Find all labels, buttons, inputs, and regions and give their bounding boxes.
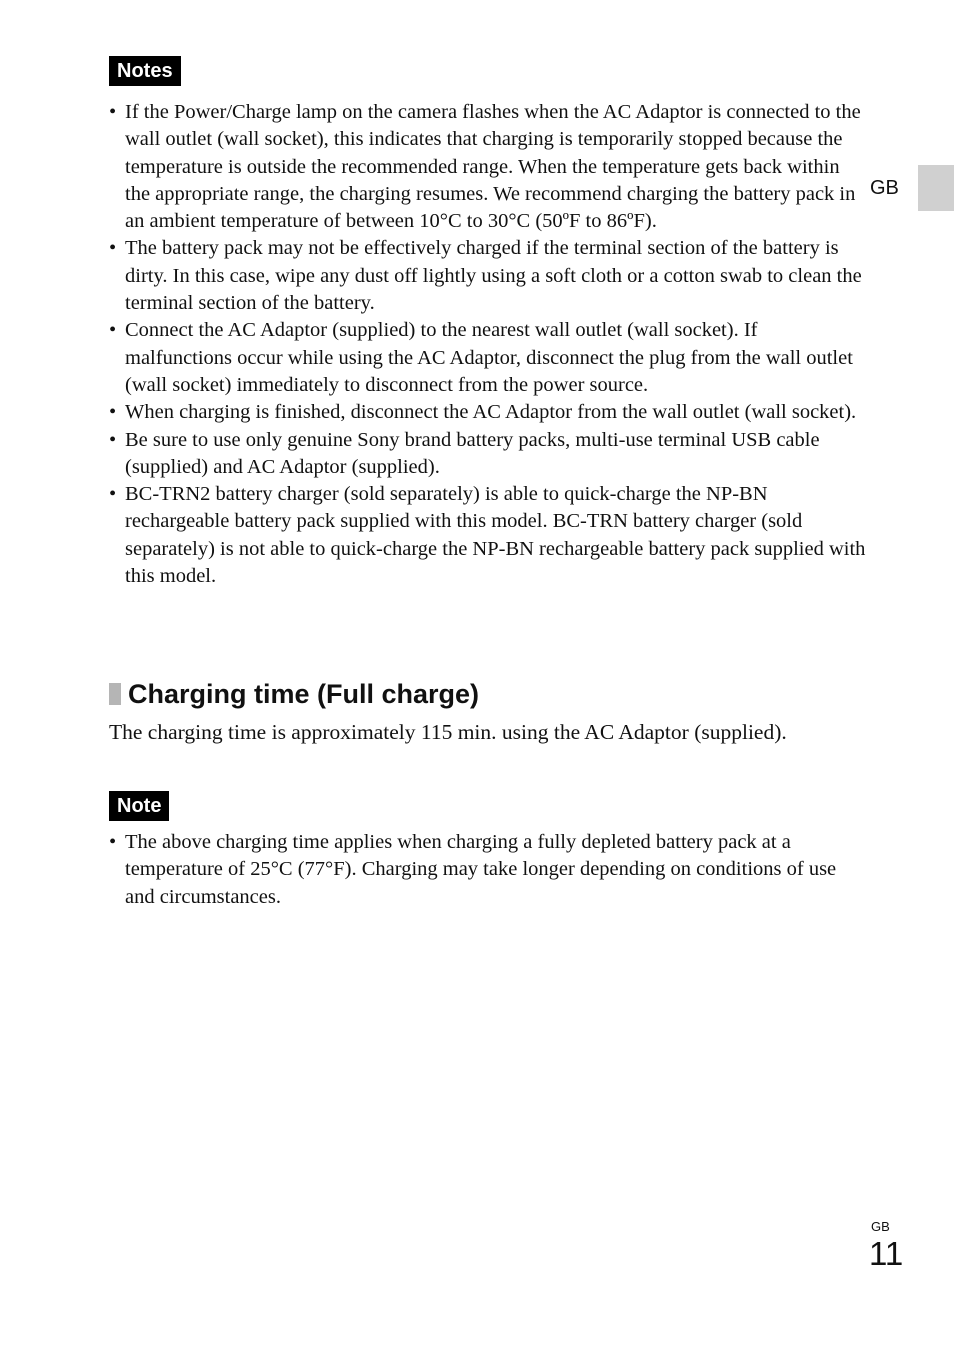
list-item: • Connect the AC Adaptor (supplied) to the nearest wall outlet (wall socket). If malfunctions occur while using the AC Adaptor, disconnect the plug from the wall outlet (wall socket) immediately to disconnect from the power source. — [109, 317, 869, 399]
side-tab — [918, 165, 954, 211]
side-tab-label: GB — [870, 177, 899, 199]
page-number: 11 — [869, 1235, 904, 1272]
note-badge: Note — [109, 791, 169, 821]
note-list — [109, 829, 869, 911]
list-item: • The battery pack may not be effectively charged if the terminal section of the battery is dirty. In this case, wipe any dust off lightly using a soft cloth or a cotton swab to clean the terminal section of the battery. — [109, 235, 869, 317]
list-item: • If the Power/Charge lamp on the camera flashes when the AC Adaptor is connected to the wall outlet (wall socket), this indicates that charging is temporarily stopped because the temperature is outside the recommended range. When the temperature gets back within the appropriate range, the charging resumes. We recommend charging the battery pack in an ambient temperature of between 10°C to 30°C (50ºF to 86ºF). — [109, 99, 869, 235]
section-body: The charging time is approximately 115 min. using the AC Adaptor (supplied). — [109, 720, 787, 744]
heading-marker-icon — [109, 683, 121, 705]
list-item: • When charging is finished, disconnect the AC Adaptor from the wall outlet (wall socket). — [109, 399, 869, 426]
page-language-code: GB — [871, 1219, 890, 1234]
list-item: • Be sure to use only genuine Sony brand battery packs, multi-use terminal USB cable (supplied) and AC Adaptor (supplied). — [109, 427, 869, 482]
section-heading — [109, 676, 479, 712]
section-heading-text: Charging time (Full charge) — [128, 679, 480, 709]
list-item: • The above charging time applies when charging a fully depleted battery pack at a temperature of 25°C (77°F). Charging may take longer depending on conditions of use and circumstances. — [109, 829, 869, 911]
notes-list — [109, 99, 869, 590]
list-item: • BC-TRN2 battery charger (sold separately) is able to quick-charge the NP-BN rechargeable battery pack supplied with this model. BC-TRN battery charger (sold separately) is not able to quick-charge the NP-BN rechargeable battery pack supplied with this model. — [109, 481, 869, 590]
notes-badge: Notes — [109, 56, 181, 86]
